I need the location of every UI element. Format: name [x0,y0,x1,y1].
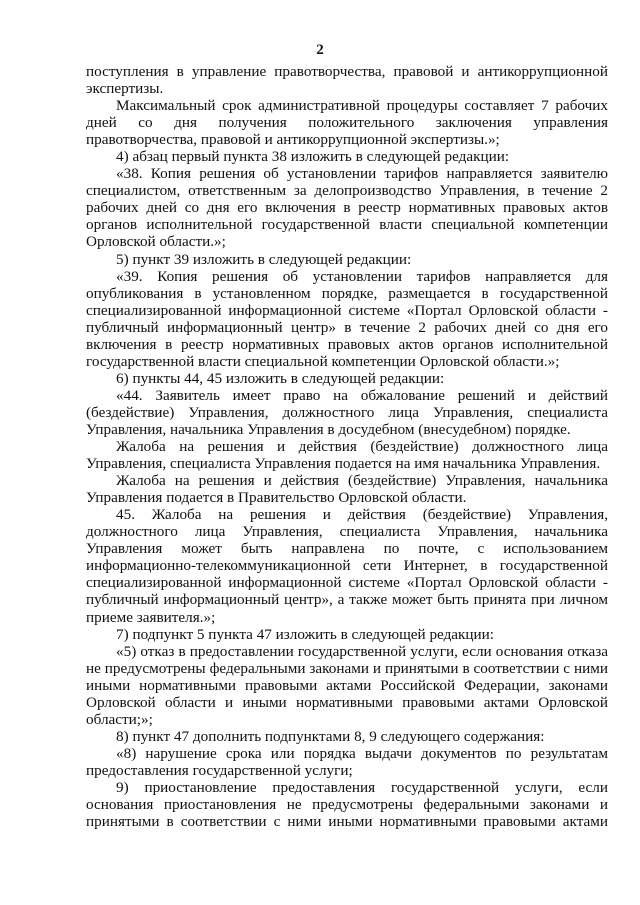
paragraph-10: Жалоба на решения и действия (бездействие) Управления, начальника Управления подается в Правительство Орловской области. [86,472,608,507]
paragraph-15: «8) нарушение срока или порядка выдачи документов по результатам предоставления государственной услуги; [86,744,608,779]
paragraph-14: 8) пункт 47 дополнить подпунктами 8, 9 следующего содержания: [116,727,545,745]
document-body [86,63,608,830]
paragraph-3: 4) абзац первый пункта 38 изложить в следующей редакции: [116,148,510,166]
paragraph-11: 45. Жалоба на решения и действия (бездействие) Управления, должностного лица Управления, специалиста Управления, начальника Управления может быть направлена по почте, с использованием информационно-телекоммуникационной сети Интернет, в государственной специализированной информационной системе «Портал Орловской области - публичный информационный центр», а также может быть принята при личном приеме заявителя.»; [86,506,608,626]
paragraph-9: Жалоба на решения и действия (бездействие) должностного лица Управления, специалиста Управления подается на имя начальника Управления. [86,438,608,473]
paragraph-2: Максимальный срок административной процедуры составляет 7 рабочих дней со дня получения положительного заключения управления правотворчества, правовой и антикоррупционной экспертизы.»; [86,97,608,149]
paragraph-4: «38. Копия решения об установлении тарифов направляется заявителю специалистом, ответственным за делопроизводство Управления, в течение 2 рабочих дней со дня его включения в реестр нормативных правовых актов органов исполнительной государственной власти специальной компетенции Орловской области.»; [86,165,608,251]
paragraph-7: 6) пункты 44, 45 изложить в следующей редакции: [116,369,445,387]
paragraph-13: «5) отказ в предоставлении государственной услуги, если основания отказа не предусмотрены федеральными законами и принятыми в соответствии с ними иными нормативными правовыми актами Российской Федерации, законами Орловской области и иными нормативными правовыми актами Орловской области;»; [86,642,608,728]
paragraph-6: «39. Копия решения об установлении тарифов направляется для опубликования в установленном порядке, размещается в государственной специализированной информационной системе «Портал Орловской области - публичный информационный центр» в течение 2 рабочих дней со дня его включения в реестр нормативных правовых актов органов исполнительной государственной власти специальной компетенции Орловской области.»; [86,267,608,370]
paragraph-8: «44. Заявитель имеет право на обжалование решений и действий (бездействие) Управления, должностного лица Управления, специалиста Управления, начальника Управления в досудебном (внесудебном) порядке. [86,386,608,438]
paragraph-12: 7) подпункт 5 пункта 47 изложить в следующей редакции: [116,625,495,643]
paragraph-16: 9) приостановление предоставления государственной услуги, если основания приостановления не предусмотрены федеральными законами и принятыми в соответствии с ними иными нормативными правовыми актами [86,778,608,831]
paragraph-5: 5) пункт 39 изложить в следующей редакции: [116,250,412,268]
paragraph-1: поступления в управление правотворчества, правовой и антикоррупционной экспертизы. [86,63,608,98]
page-number: 2 [316,42,324,58]
